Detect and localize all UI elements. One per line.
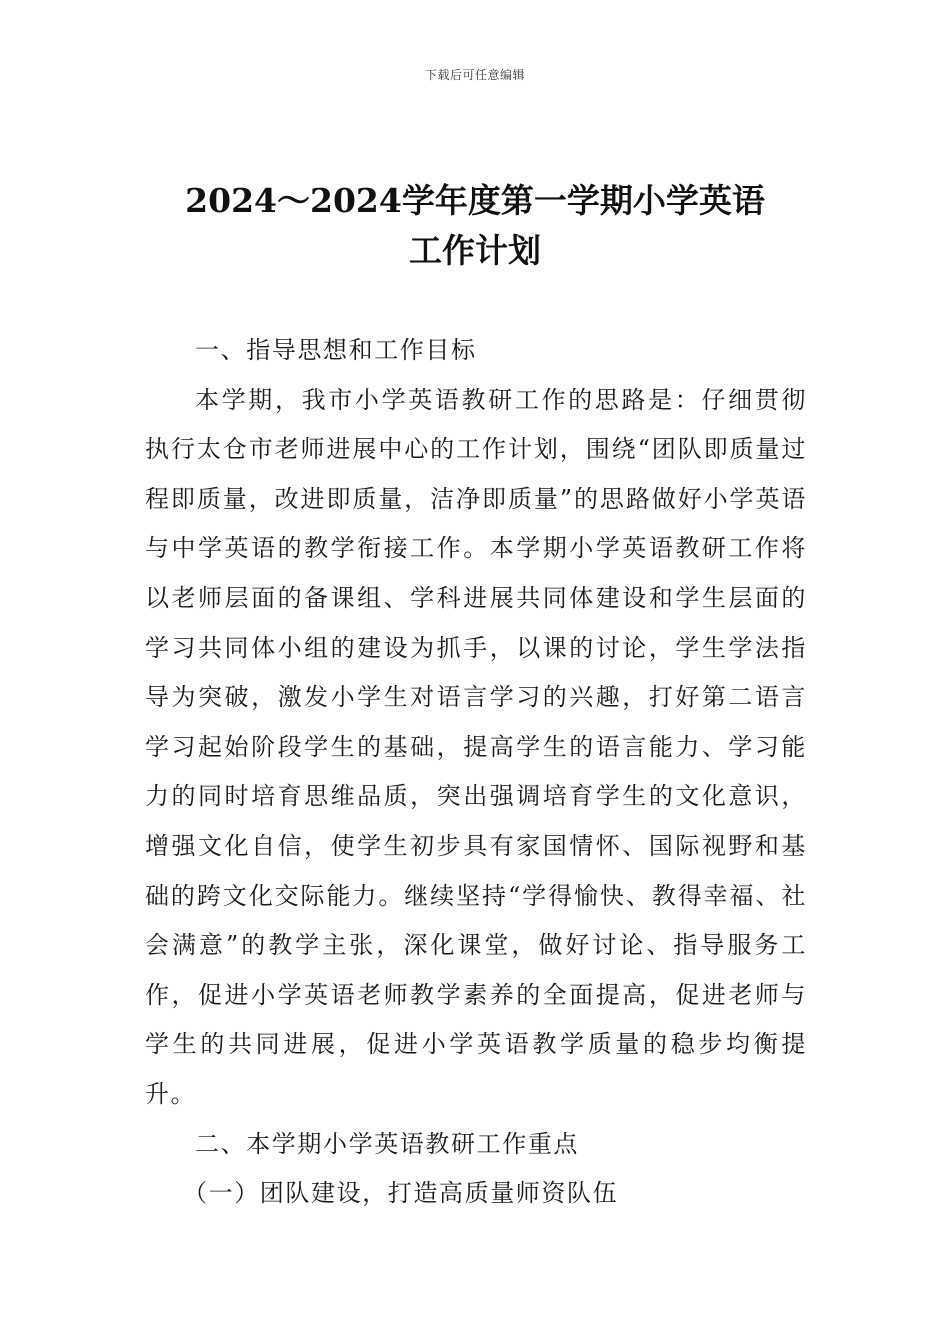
subsection-heading-1: （一）团队建设，打造高质量师资队伍 <box>183 1179 619 1208</box>
document-title <box>145 176 805 276</box>
title-line-2: 工作计划 <box>409 231 541 270</box>
document-body <box>145 326 807 1219</box>
section1-paragraph: 本学期，我市小学英语教研工作的思路是：仔细贯彻执行太仓市老师进展中心的工作计划，围绕“团队即质量过程即质量，改进即质量，洁净即质量”的思路做好小学英语与中学英语的教学衔接工作。本学期小学英语教研工作将以老师层面的备课组、学科进展共同体建设和学生层面的学习共同体小组的建设为抓手，以课的讨论，学生学法指导为突破，激发小学生对语言学习的兴趣，打好第二语言学习起始阶段学生的基础，提高学生的语言能力、学习能力的同时培育思维品质，突出强调培育学生的文化意识，增强文化自信，使学生初步具有家国情怀、国际视野和基础的跨文化交际能力。继续坚持“学得愉快、教得幸福、社会满意”的教学主张，深化课堂，做好讨论、指导服务工作，促进小学英语老师教学素养的全面提高，促进老师与学生的共同进展，促进小学英语教学质量的稳步均衡提升。 <box>145 385 807 1108</box>
header-note: 下载后可任意编辑 <box>424 68 525 82</box>
title-line-1: 2024～2024学年度第一学期小学英语 <box>185 181 765 220</box>
section-heading-1: 一、指导思想和工作目标 <box>195 336 477 364</box>
section-heading-2: 二、本学期小学英语教研工作重点 <box>195 1129 579 1158</box>
